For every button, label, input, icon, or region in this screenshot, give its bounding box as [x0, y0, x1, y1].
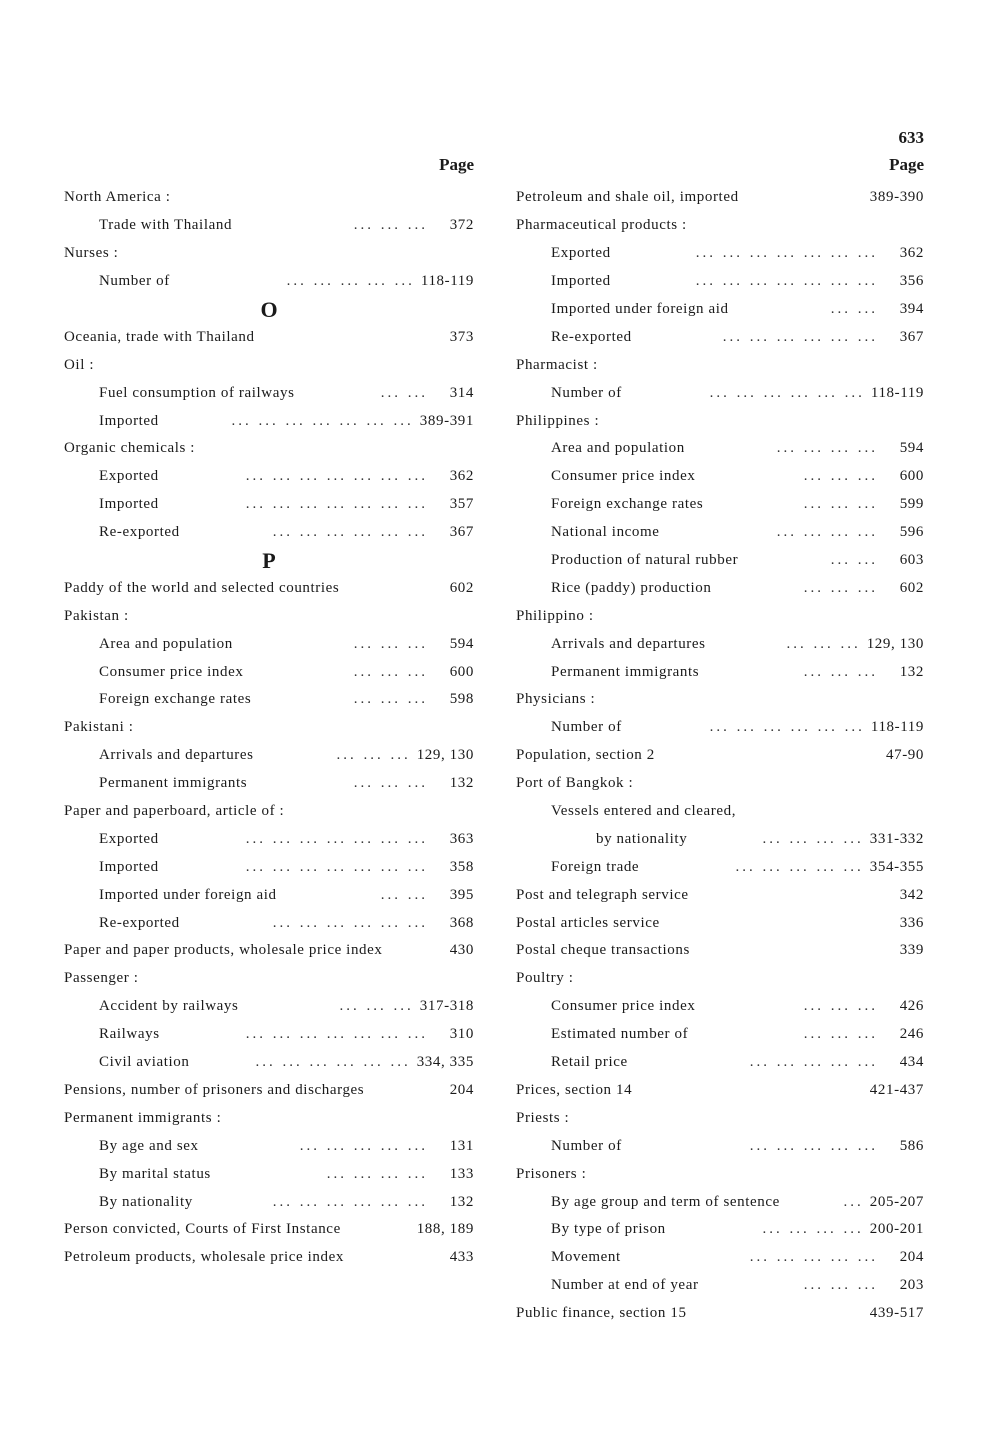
- page-reference: 367: [899, 328, 924, 345]
- page-reference: 600: [899, 468, 924, 485]
- index-heading: [64, 937, 474, 965]
- leader-dots: ... ... ... ...: [776, 440, 878, 457]
- entry-label: Foreign exchange rates: [551, 496, 704, 513]
- leader-dots: ... ... ... ... ... ... ...: [245, 1026, 428, 1043]
- leader-dots: ... ... ...: [353, 217, 428, 234]
- entry-label: Philippino :: [516, 607, 594, 624]
- entry-label: Number at end of year: [551, 1277, 699, 1294]
- leader-dots: ... ... ... ... ...: [299, 1137, 428, 1154]
- leader-dots: ... ... ... ... ... ... ...: [245, 496, 428, 513]
- leader-dots: ... ... ... ... ... ...: [709, 384, 865, 401]
- leader-dots: ... ... ... ... ...: [749, 1137, 878, 1154]
- entry-label: by nationality: [596, 830, 688, 847]
- leader-dots: ... ... ...: [803, 1277, 878, 1294]
- leader-dots: ... ...: [830, 552, 878, 569]
- entry-label: Imported: [99, 496, 159, 513]
- entry-label: By age group and term of sentence: [551, 1193, 780, 1210]
- page-reference: 434: [899, 1054, 924, 1071]
- leader-dots: ... ... ... ...: [326, 1165, 428, 1182]
- entry-label: Passenger :: [64, 970, 139, 987]
- entry-label: Movement: [551, 1249, 621, 1266]
- index-heading: [516, 909, 924, 937]
- index-heading: [516, 1300, 924, 1328]
- page-reference: 132: [449, 775, 474, 792]
- entry-label: Pharmaceutical products :: [516, 217, 687, 234]
- page-reference: 118-119: [870, 719, 924, 736]
- page-reference: 394: [899, 301, 924, 317]
- index-subentry: [64, 1021, 474, 1049]
- index-heading: [64, 798, 474, 826]
- index-subentry: [516, 574, 924, 602]
- index-subentry: [516, 240, 924, 268]
- entry-label: By age and sex: [99, 1137, 199, 1154]
- entry-label: Number of: [99, 273, 170, 290]
- entry-label: Petroleum and shale oil, imported: [516, 189, 739, 206]
- index-heading: [64, 1104, 474, 1132]
- leader-dots: ... ...: [380, 886, 428, 903]
- page-reference: 362: [449, 468, 474, 485]
- entry-label: Number of: [551, 1137, 622, 1154]
- leader-dots: ... ... ... ... ... ... ...: [231, 412, 414, 429]
- index-entries: [64, 184, 474, 1272]
- entry-label: Paper and paperboard, article of :: [64, 803, 285, 820]
- entry-label: Trade with Thailand: [99, 217, 233, 234]
- entry-label: Permanent immigrants: [551, 663, 700, 680]
- page-reference: 356: [899, 273, 924, 290]
- index-subentry: [516, 1272, 924, 1300]
- entry-label: Re-exported: [551, 328, 632, 345]
- entry-label: Prices, section 14: [516, 1081, 633, 1098]
- entry-label: Port of Bangkok :: [516, 775, 634, 792]
- entry-label: Retail price: [551, 1054, 628, 1071]
- index-heading: [64, 184, 474, 212]
- entry-label: Area and population: [99, 635, 233, 652]
- leader-dots: ... ... ... ... ... ... ...: [695, 245, 878, 262]
- entry-label: Population, section 2: [516, 747, 655, 764]
- index-heading: [516, 770, 924, 798]
- entry-label: Foreign exchange rates: [99, 691, 252, 708]
- page-reference: 602: [449, 579, 474, 596]
- index-heading: [516, 881, 924, 909]
- index-subentry: [64, 993, 474, 1021]
- entry-label: Imported: [551, 273, 611, 290]
- leader-dots: ... ...: [830, 301, 878, 317]
- leader-dots: ... ... ...: [803, 1026, 878, 1043]
- index-heading: [516, 602, 924, 630]
- entry-label: Postal articles service: [516, 914, 660, 931]
- index-subentry: [516, 1244, 924, 1272]
- index-heading: [516, 1104, 924, 1132]
- entry-label: Re-exported: [99, 524, 180, 541]
- leader-dots: ... ... ... ... ...: [749, 1249, 878, 1266]
- index-heading: [516, 686, 924, 714]
- leader-dots: ... ... ... ... ... ...: [709, 719, 865, 736]
- page-reference: 389-391: [419, 412, 474, 429]
- leader-dots: ... ... ...: [353, 775, 428, 792]
- page-reference: 421-437: [869, 1081, 924, 1098]
- left-column: [64, 154, 474, 1272]
- index-subentry: [516, 993, 924, 1021]
- index-heading: [64, 574, 474, 602]
- entry-label: Nurses :: [64, 245, 119, 262]
- entry-label: Imported: [99, 858, 159, 875]
- leader-dots: ... ... ... ... ... ... ...: [245, 858, 428, 875]
- index-heading: [64, 1077, 474, 1105]
- index-subentry: [64, 379, 474, 407]
- page-number: 633: [898, 128, 924, 147]
- entry-label: Physicians :: [516, 691, 596, 708]
- entry-label: Pakistani :: [64, 719, 134, 736]
- page-reference: 129, 130: [866, 635, 924, 652]
- index-subentry: [64, 1132, 474, 1160]
- page-reference: 336: [899, 914, 924, 931]
- page-reference: 342: [899, 886, 924, 903]
- entry-label: Number of: [551, 384, 622, 401]
- index-heading: [516, 351, 924, 379]
- page-reference: 339: [899, 942, 924, 959]
- page-reference: 118-119: [420, 273, 474, 290]
- page-reference: 132: [449, 1193, 474, 1210]
- leader-dots: ... ... ...: [803, 496, 878, 513]
- entry-label: Person convicted, Courts of First Instance: [64, 1221, 341, 1238]
- index-subentry: [64, 1049, 474, 1077]
- entry-label: Imported: [99, 412, 159, 429]
- index-heading: [516, 212, 924, 240]
- index-subentry: [516, 798, 924, 826]
- section-letter: O: [260, 296, 278, 322]
- page-reference: 433: [449, 1249, 474, 1266]
- index-entries: [516, 184, 924, 1328]
- index-heading: [516, 1077, 924, 1105]
- index-subentry: [516, 296, 924, 324]
- leader-dots: ... ... ... ... ... ...: [272, 1193, 428, 1210]
- index-subentry: [516, 853, 924, 881]
- index-heading: [64, 435, 474, 463]
- entry-label: Permanent immigrants :: [64, 1109, 222, 1126]
- entry-label: Rice (paddy) production: [551, 579, 712, 596]
- page-reference: 372: [449, 217, 474, 234]
- page-reference: 205-207: [869, 1193, 924, 1210]
- index-subentry: [516, 491, 924, 519]
- entry-label: Consumer price index: [551, 468, 696, 485]
- index-subentry: [64, 491, 474, 519]
- entry-label: Post and telegraph service: [516, 886, 689, 903]
- page-reference: 602: [899, 579, 924, 596]
- entry-label: Paddy of the world and selected countries: [64, 579, 340, 596]
- page-reference: 310: [449, 1026, 474, 1043]
- index-subentry: [64, 909, 474, 937]
- page-reference: 439-517: [869, 1305, 924, 1322]
- page-reference: 599: [899, 496, 924, 513]
- index-heading: [516, 742, 924, 770]
- index-subentry: [516, 658, 924, 686]
- page-reference: 426: [899, 998, 924, 1015]
- entry-label: Arrivals and departures: [99, 747, 254, 764]
- index-subentry: [516, 630, 924, 658]
- index-subentry: [516, 547, 924, 575]
- page-reference: 334, 335: [416, 1054, 474, 1071]
- entry-label: National income: [551, 524, 660, 541]
- index-heading: [64, 1244, 474, 1272]
- index-heading: [516, 184, 924, 212]
- leader-dots: ... ... ... ... ... ...: [722, 328, 878, 345]
- index-heading: [516, 407, 924, 435]
- index-heading: [516, 1160, 924, 1188]
- index-subentry: [516, 1216, 924, 1244]
- leader-dots: ... ... ... ...: [762, 830, 864, 847]
- page-reference: 204: [899, 1249, 924, 1266]
- entry-label: Number of: [551, 719, 622, 736]
- entry-label: Arrivals and departures: [551, 635, 706, 652]
- leader-dots: ... ... ... ... ...: [749, 1054, 878, 1071]
- entry-label: Prisoners :: [516, 1165, 587, 1182]
- index-subentry: [516, 379, 924, 407]
- leader-dots: ... ... ... ... ...: [286, 273, 415, 290]
- index-subentry: [64, 853, 474, 881]
- index-subentry: [516, 825, 924, 853]
- index-heading: [516, 937, 924, 965]
- page-reference: 598: [449, 691, 474, 708]
- page-reference: 204: [449, 1081, 474, 1098]
- page-reference: 331-332: [869, 830, 924, 847]
- entry-label: Paper and paper products, wholesale price index: [64, 942, 383, 959]
- page-reference: 395: [449, 886, 474, 903]
- section-letter: P: [262, 547, 276, 573]
- index-subentry: [516, 714, 924, 742]
- page-reference: 132: [899, 663, 924, 680]
- index-subentry: [516, 1021, 924, 1049]
- index-subentry: [64, 658, 474, 686]
- leader-dots: ... ... ... ... ... ... ...: [245, 468, 428, 485]
- index-heading: [64, 351, 474, 379]
- leader-dots: ... ... ... ...: [776, 524, 878, 541]
- index-subentry: [516, 519, 924, 547]
- page-reference: 200-201: [869, 1221, 924, 1238]
- page-reference: 188, 189: [416, 1221, 474, 1238]
- index-heading: [64, 965, 474, 993]
- leader-dots: ... ... ...: [803, 468, 878, 485]
- entry-label: Permanent immigrants: [99, 775, 248, 792]
- page-reference: 118-119: [870, 384, 924, 401]
- leader-dots: ... ...: [380, 384, 428, 401]
- page-reference: 594: [899, 440, 924, 457]
- index-subentry: [64, 630, 474, 658]
- leader-dots: ... ... ... ... ... ...: [272, 914, 428, 931]
- entry-label: Production of natural rubber: [551, 552, 739, 569]
- index-subentry: [516, 1188, 924, 1216]
- entry-label: Estimated number of: [551, 1026, 689, 1043]
- entry-label: Accident by railways: [99, 998, 239, 1015]
- page-column-header: Page: [889, 155, 924, 174]
- entry-label: Organic chemicals :: [64, 440, 196, 457]
- entry-label: Pharmacist :: [516, 356, 598, 373]
- page-reference: 594: [449, 635, 474, 652]
- leader-dots: ... ... ...: [786, 635, 861, 652]
- page-reference: 314: [449, 384, 474, 401]
- index-subentry: [64, 407, 474, 435]
- index-subentry: [64, 212, 474, 240]
- page-reference: 47-90: [886, 747, 924, 764]
- entry-label: Area and population: [551, 440, 685, 457]
- page-reference: 354-355: [869, 858, 924, 875]
- entry-label: By nationality: [99, 1193, 193, 1210]
- leader-dots: ... ... ...: [339, 998, 414, 1015]
- page-reference: 600: [449, 663, 474, 680]
- page-reference: 586: [899, 1137, 924, 1154]
- page-reference: 203: [899, 1277, 924, 1294]
- page-reference: 358: [449, 858, 474, 875]
- page-reference: 246: [899, 1026, 924, 1043]
- index-subentry: [516, 268, 924, 296]
- entry-label: Poultry :: [516, 970, 574, 987]
- index-subentry: [64, 825, 474, 853]
- leader-dots: ... ... ... ... ... ... ...: [695, 273, 878, 290]
- entry-label: Railways: [99, 1026, 160, 1043]
- index-heading: [64, 323, 474, 351]
- index-subentry: [64, 268, 474, 296]
- page-reference: 363: [449, 830, 474, 847]
- page-reference: 129, 130: [416, 747, 474, 764]
- index-subentry: [516, 1049, 924, 1077]
- leader-dots: ... ... ... ... ... ...: [272, 524, 428, 541]
- index-subentry: [516, 463, 924, 491]
- page-reference: 430: [449, 942, 474, 959]
- index-heading: [64, 1216, 474, 1244]
- leader-dots: ... ... ...: [803, 998, 878, 1015]
- index-subentry: [516, 1132, 924, 1160]
- entry-label: Philippines :: [516, 412, 600, 429]
- page-reference: 368: [449, 914, 474, 931]
- page-reference: 603: [899, 552, 924, 569]
- leader-dots: ... ... ... ... ... ...: [255, 1054, 411, 1071]
- entry-label: Exported: [551, 245, 611, 262]
- page-column-header: Page: [439, 155, 474, 174]
- entry-label: Priests :: [516, 1109, 570, 1126]
- entry-label: Pakistan :: [64, 607, 129, 624]
- page-reference: 596: [899, 524, 924, 541]
- page-reference: 373: [449, 328, 474, 345]
- leader-dots: ... ... ...: [353, 635, 428, 652]
- index-subentry: [64, 463, 474, 491]
- entry-label: Public finance, section 15: [516, 1305, 687, 1322]
- leader-dots: ... ... ...: [803, 663, 878, 680]
- entry-label: Fuel consumption of railways: [99, 384, 295, 401]
- index-subentry: [64, 881, 474, 909]
- index-subentry: [64, 519, 474, 547]
- entry-label: Pensions, number of prisoners and discharges: [64, 1081, 365, 1098]
- entry-label: Imported under foreign aid: [551, 301, 729, 317]
- page-reference: 357: [449, 496, 474, 513]
- entry-label: Foreign trade: [551, 858, 640, 875]
- index-heading: [64, 714, 474, 742]
- entry-label: Consumer price index: [99, 663, 244, 680]
- index-heading: [64, 240, 474, 268]
- entry-label: Imported under foreign aid: [99, 886, 277, 903]
- entry-label: By type of prison: [551, 1221, 666, 1238]
- right-column: [516, 154, 924, 1328]
- index-subentry: [516, 435, 924, 463]
- leader-dots: ... ... ... ... ... ... ...: [245, 830, 428, 847]
- index-subentry: [64, 1160, 474, 1188]
- page-reference: 389-390: [869, 189, 924, 206]
- index-subentry: [64, 1188, 474, 1216]
- leader-dots: ...: [843, 1193, 864, 1210]
- leader-dots: ... ... ... ...: [762, 1221, 864, 1238]
- page-reference: 131: [449, 1137, 474, 1154]
- leader-dots: ... ... ...: [353, 663, 428, 680]
- entry-label: Postal cheque transactions: [516, 942, 690, 959]
- entry-label: Oceania, trade with Thailand: [64, 328, 255, 345]
- entry-label: Exported: [99, 830, 159, 847]
- index-subentry: [64, 770, 474, 798]
- entry-label: Exported: [99, 468, 159, 485]
- entry-label: Petroleum products, wholesale price index: [64, 1249, 344, 1266]
- entry-label: Vessels entered and cleared,: [551, 803, 737, 820]
- entry-label: By marital status: [99, 1165, 211, 1182]
- entry-label: Oil :: [64, 356, 95, 373]
- entry-label: Civil aviation: [99, 1054, 190, 1071]
- index-heading: [64, 602, 474, 630]
- leader-dots: ... ... ...: [353, 691, 428, 708]
- entry-label: Re-exported: [99, 914, 180, 931]
- index-subentry: [64, 742, 474, 770]
- page-reference: 367: [449, 524, 474, 541]
- entry-label: North America :: [64, 189, 171, 206]
- index-subentry: [64, 686, 474, 714]
- index-subentry: [516, 323, 924, 351]
- page-reference: 317-318: [419, 998, 474, 1015]
- leader-dots: ... ... ...: [803, 579, 878, 596]
- index-heading: [516, 965, 924, 993]
- leader-dots: ... ... ... ... ...: [735, 858, 864, 875]
- page-reference: 362: [899, 245, 924, 262]
- entry-label: Consumer price index: [551, 998, 696, 1015]
- leader-dots: ... ... ...: [336, 747, 411, 764]
- page-reference: 133: [449, 1165, 474, 1182]
